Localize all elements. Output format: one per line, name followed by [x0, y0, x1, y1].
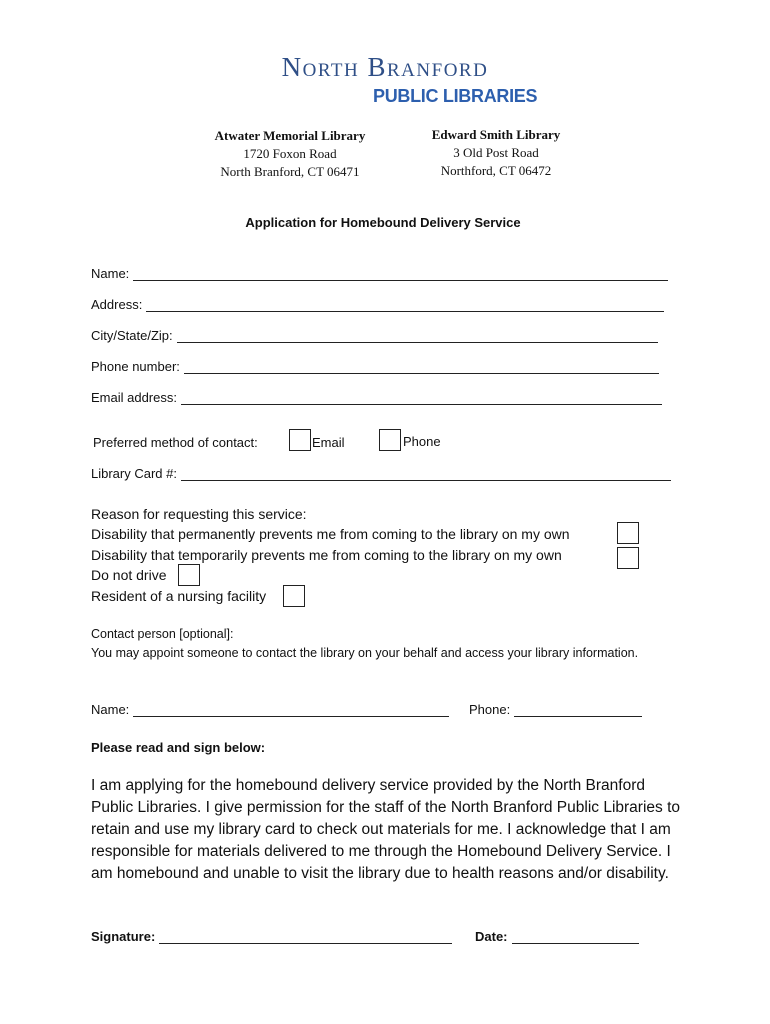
reason-nursing-checkbox[interactable]	[283, 585, 305, 607]
date-input[interactable]	[512, 929, 639, 944]
reason-no-drive-checkbox[interactable]	[178, 564, 200, 586]
library-street: 1720 Foxon Road	[243, 146, 337, 161]
library-card-label: Library Card #:	[91, 466, 177, 481]
contact-person-description: You may appoint someone to contact the library on your behalf and access your library information.	[91, 646, 639, 660]
name-field	[91, 266, 668, 281]
phone-field	[91, 359, 659, 374]
date-field	[475, 929, 639, 944]
contact-phone-field	[469, 702, 642, 717]
reason-no-drive-label: Do not drive	[91, 567, 167, 583]
signature-label: Signature:	[91, 929, 156, 944]
library-address-edward-smith	[396, 126, 596, 180]
address-input[interactable]	[146, 297, 664, 312]
contact-name-label: Name:	[91, 702, 130, 717]
name-label: Name:	[91, 266, 130, 281]
reason-nursing-label: Resident of a nursing facility	[91, 588, 267, 604]
address-label: Address:	[91, 297, 143, 312]
library-card-input[interactable]	[181, 466, 671, 481]
phone-label: Phone number:	[91, 359, 180, 374]
email-field	[91, 390, 662, 405]
org-logo-name: North Branford	[281, 52, 489, 82]
signature-field	[91, 929, 452, 944]
form-title: Application for Homebound Delivery Service	[245, 215, 521, 230]
reason-heading: Reason for requesting this service:	[91, 506, 307, 522]
email-label: Email address:	[91, 390, 177, 405]
contact-name-input[interactable]	[133, 702, 449, 717]
address-field	[91, 297, 664, 312]
email-option-label: Email	[312, 435, 345, 450]
reason-permanent-label: Disability that permanently prevents me from coming to the library on my own	[91, 526, 570, 542]
city-state-zip-input[interactable]	[177, 328, 658, 343]
library-city: Northford, CT 06472	[440, 163, 552, 178]
phone-option-label: Phone	[403, 434, 441, 449]
org-logo-subtitle: PUBLIC LIBRARIES	[373, 86, 538, 106]
contact-phone-label: Phone:	[469, 702, 511, 717]
phone-input[interactable]	[184, 359, 659, 374]
city-state-zip-label: City/State/Zip:	[91, 328, 173, 343]
library-street: 3 Old Post Road	[453, 145, 539, 160]
contact-name-field	[91, 702, 449, 717]
agreement-statement: I am applying for the homebound delivery service provided by the North Branford Public Libraries. I give permission for the staff of the North Branford Public Libraries to retain and use my library card to check out materials for me. I acknowledge that I am responsible for materials delivered to me through the Homebound Delivery Service. I am homebound and unable to visit the library due to health reasons and/or disability.	[91, 777, 680, 882]
signature-input[interactable]	[159, 929, 452, 944]
name-input[interactable]	[133, 266, 668, 281]
city-state-zip-field	[91, 328, 658, 343]
email-input[interactable]	[181, 390, 662, 405]
reason-temporary-label: Disability that temporarily prevents me from coming to the library on my own	[91, 547, 562, 563]
contact-person-heading: Contact person [optional]:	[91, 627, 234, 641]
reason-permanent-checkbox[interactable]	[617, 522, 639, 544]
contact-method-label: Preferred method of contact:	[93, 435, 258, 450]
library-card-field	[91, 466, 671, 481]
sign-heading: Please read and sign below:	[91, 740, 266, 755]
reason-temporary-checkbox[interactable]	[617, 547, 639, 569]
library-city: North Branford, CT 06471	[220, 164, 360, 179]
library-name: Atwater Memorial Library	[214, 128, 366, 143]
date-label: Date:	[475, 929, 508, 944]
contact-phone-input[interactable]	[514, 702, 642, 717]
library-name: Edward Smith Library	[431, 127, 561, 142]
phone-checkbox[interactable]	[379, 429, 401, 451]
library-address-atwater	[190, 127, 390, 181]
email-checkbox[interactable]	[289, 429, 311, 451]
